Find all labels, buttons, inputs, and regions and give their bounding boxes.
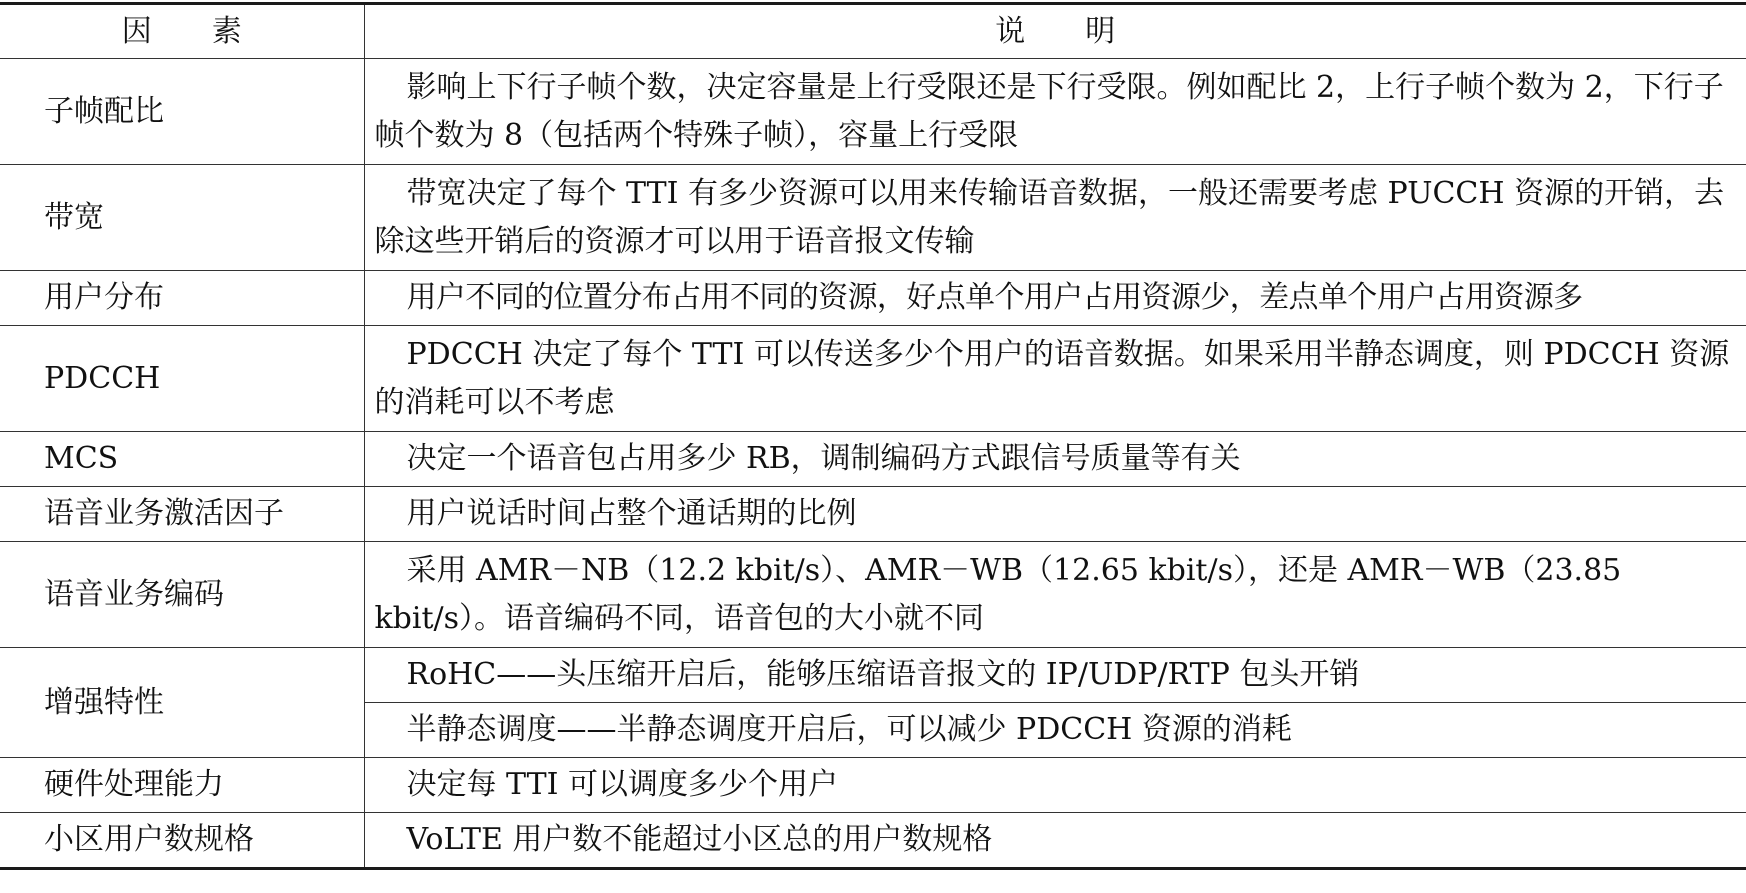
factor-cell: 用户分布 [0,271,364,326]
factor-cell: MCS [0,432,364,487]
description-cell: 用户说话时间占整个通话期的比例 [364,487,1746,542]
volte-capacity-factors-table [0,2,1746,870]
description-cell: PDCCH 决定了每个 TTI 可以传送多少个用户的语音数据。如果采用半静态调度，则 PDCCH 资源的消耗可以不考虑 [364,326,1746,432]
factor-cell: 增强特性 [0,648,364,758]
table-row [0,648,1746,703]
factor-cell: 带宽 [0,165,364,271]
description-cell: 影响上下行子帧个数，决定容量是上行受限还是下行受限。例如配比 2，上行子帧个数为 2，下行子帧个数为 8（包括两个特殊子帧），容量上行受限 [364,59,1746,165]
table-header-row [0,4,1746,59]
table-row [0,813,1746,869]
table-row [0,271,1746,326]
table-row [0,542,1746,648]
factor-cell: 硬件处理能力 [0,758,364,813]
table-row [0,758,1746,813]
description-cell: 半静态调度——半静态调度开启后，可以减少 PDCCH 资源的消耗 [364,703,1746,758]
description-cell: 用户不同的位置分布占用不同的资源，好点单个用户占用资源少，差点单个用户占用资源多 [364,271,1746,326]
table-row [0,432,1746,487]
factor-cell: 小区用户数规格 [0,813,364,869]
header-description: 说 明 [364,4,1746,59]
factor-cell: 子帧配比 [0,59,364,165]
table-row [0,487,1746,542]
table-row [0,59,1746,165]
description-cell: 带宽决定了每个 TTI 有多少资源可以用来传输语音数据，一般还需要考虑 PUCCH 资源的开销，去除这些开销后的资源才可以用于语音报文传输 [364,165,1746,271]
description-cell: 决定一个语音包占用多少 RB，调制编码方式跟信号质量等有关 [364,432,1746,487]
table-row [0,165,1746,271]
factor-cell: PDCCH [0,326,364,432]
factor-cell: 语音业务编码 [0,542,364,648]
description-cell: 采用 AMR－NB（12.2 kbit/s）、AMR－WB（12.65 kbit/s），还是 AMR－WB（23.85 kbit/s）。语音编码不同，语音包的大小就不同 [364,542,1746,648]
description-cell: RoHC——头压缩开启后，能够压缩语音报文的 IP/UDP/RTP 包头开销 [364,648,1746,703]
header-factor: 因 素 [0,4,364,59]
description-cell: VoLTE 用户数不能超过小区总的用户数规格 [364,813,1746,869]
table-row [0,326,1746,432]
factor-cell: 语音业务激活因子 [0,487,364,542]
description-cell: 决定每 TTI 可以调度多少个用户 [364,758,1746,813]
